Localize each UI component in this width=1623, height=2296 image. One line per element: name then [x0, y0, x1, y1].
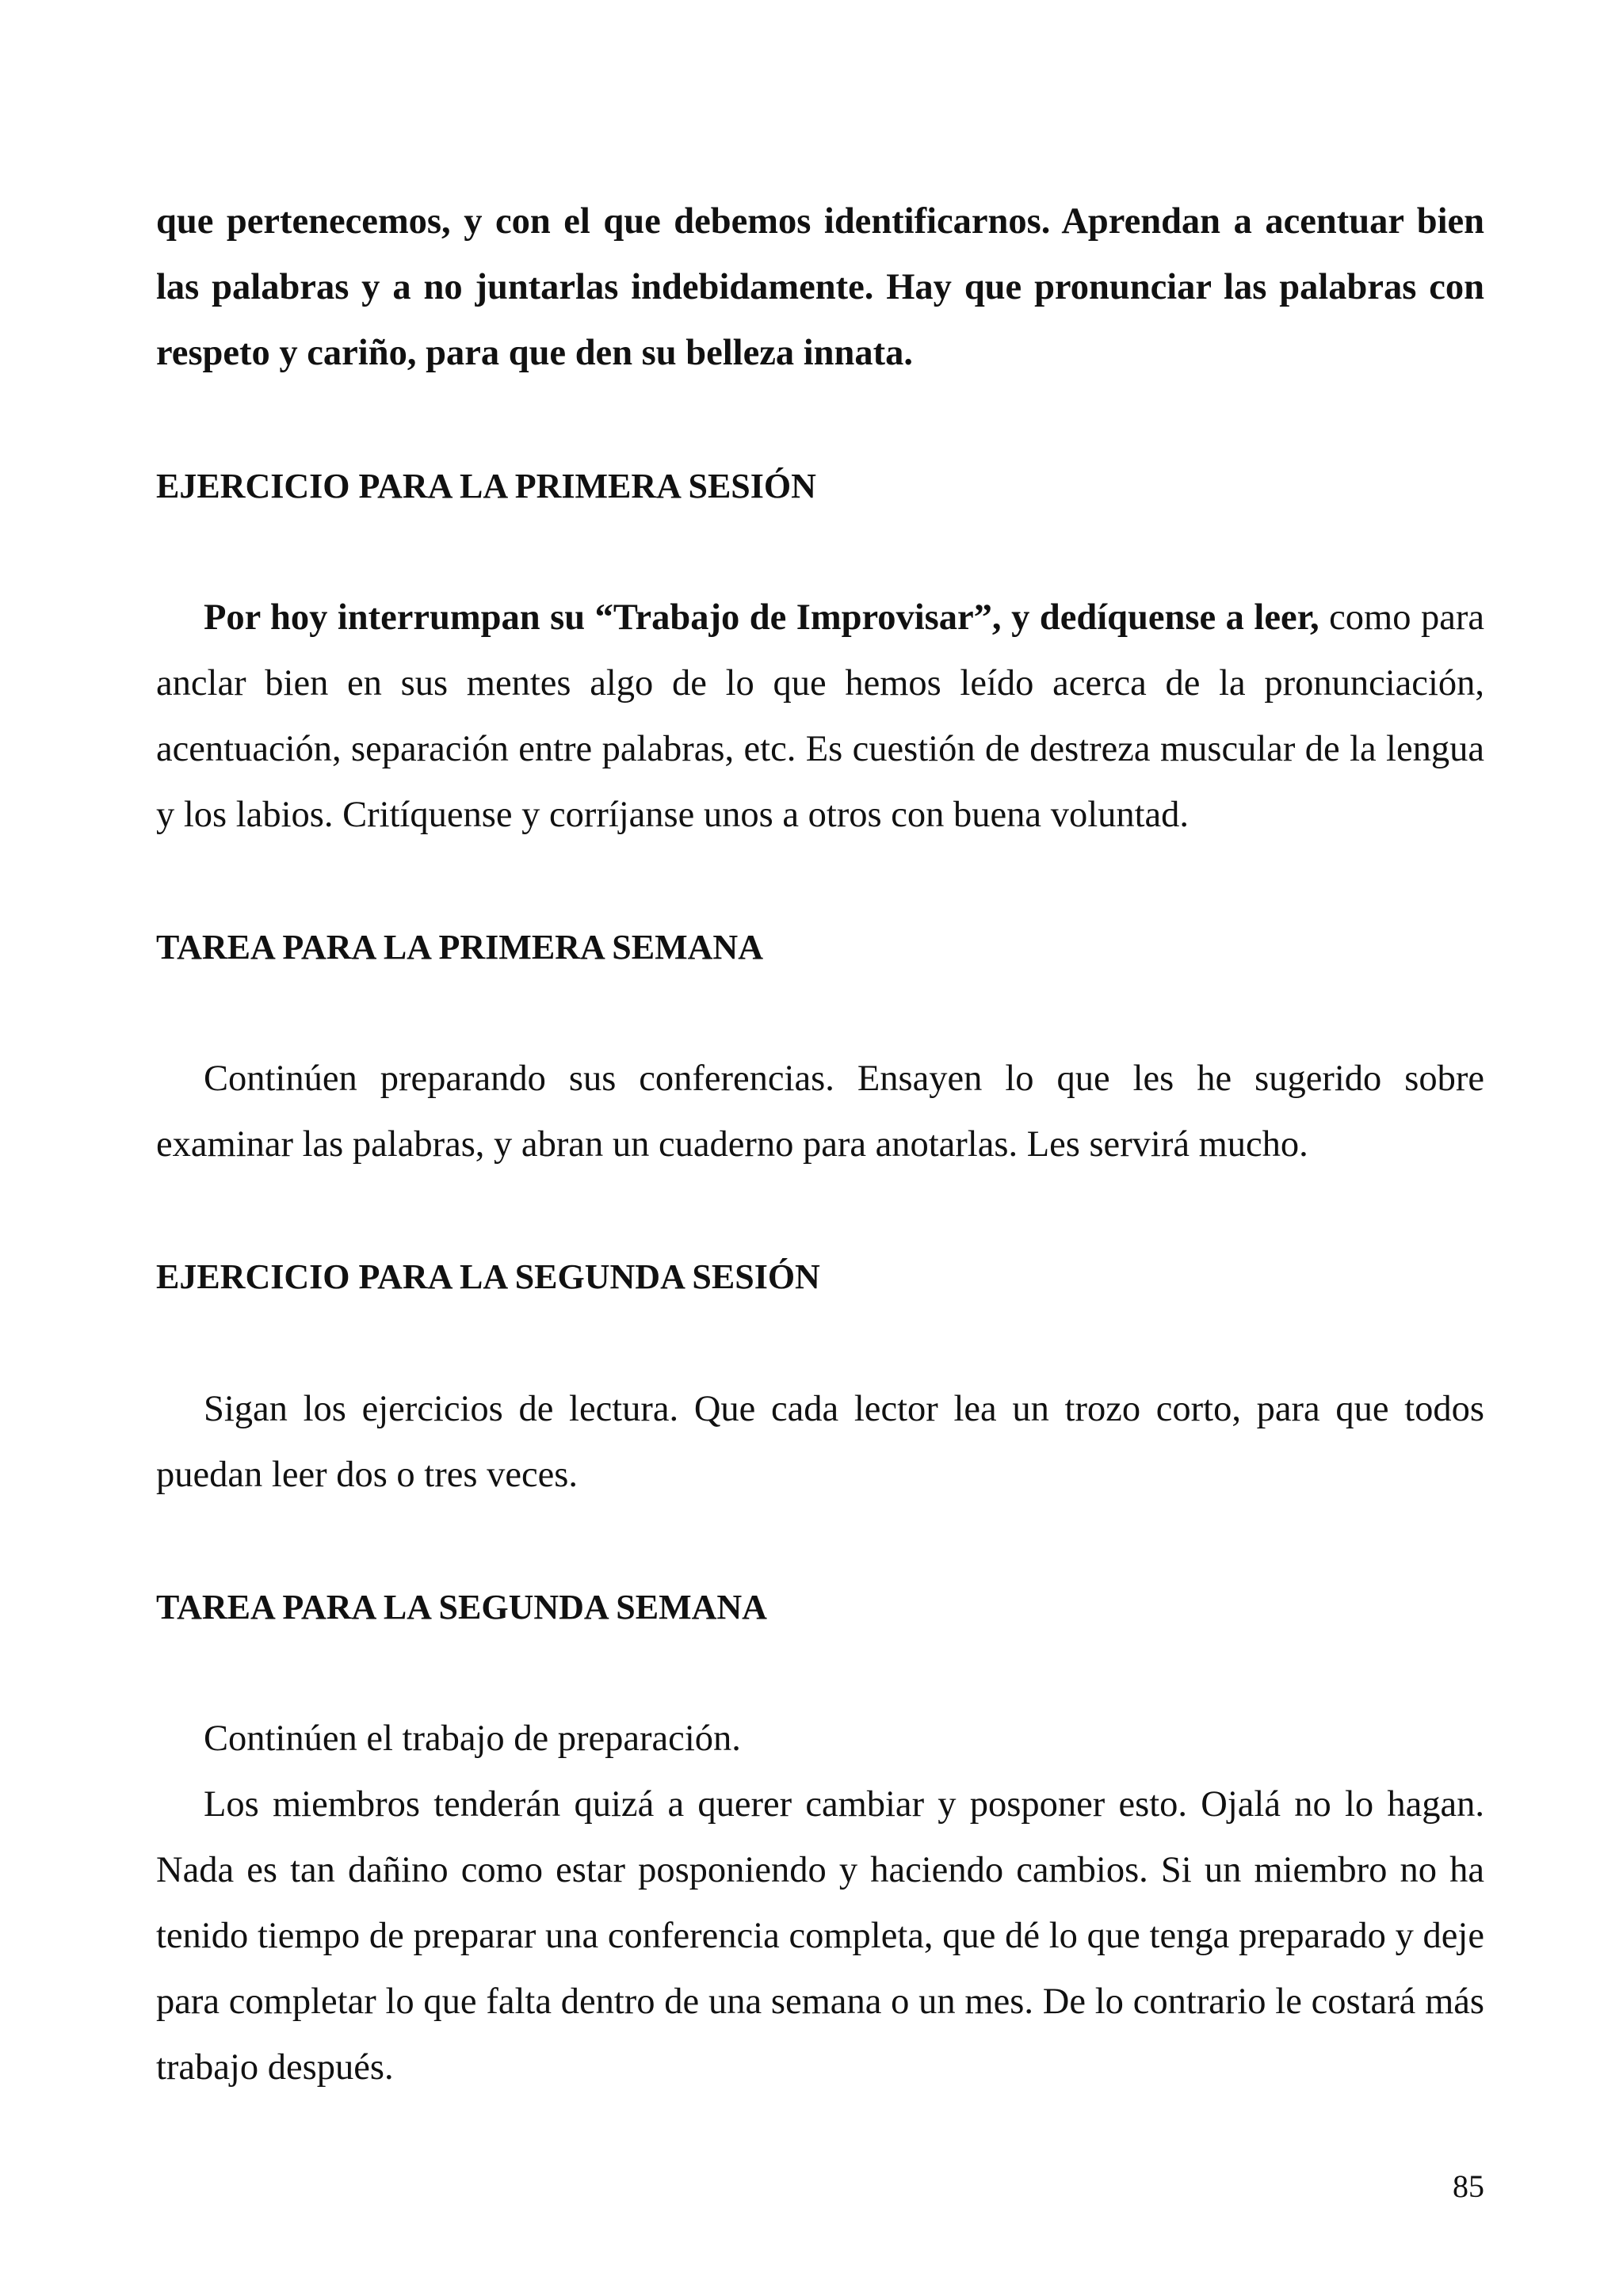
section-paragraph-ejercicio-primera-sesion — [156, 585, 1484, 848]
section-paragraph-tarea-segunda-semana-1: Continúen el trabajo de preparación. — [204, 1718, 741, 1759]
section-paragraph-ejercicio-segunda-sesion: Sigan los ejercicios de lectura. Que cada lector lea un trozo corto, para que todos puedan leer dos o tres veces. — [156, 1389, 1484, 1495]
section-heading-ejercicio-segunda-sesion: EJERCICIO PARA LA SEGUNDA SESIÓN — [156, 1257, 820, 1296]
section-paragraph-body: como para anclar bien en sus mentes algo de lo que hemos leído acerca de la pronunciación, acentuación, separación entre palabras, etc. Es cuestión de destreza muscular de la lengua y los labios. Critíquense y corríjanse unos a otros con buena voluntad. — [156, 597, 1484, 835]
section-heading-ejercicio-primera-sesion: EJERCICIO PARA LA PRIMERA SESIÓN — [156, 467, 816, 505]
section-paragraph-tarea-segunda-semana-2: Los miembros tenderán quizá a querer cambiar y posponer esto. Ojalá no lo hagan. Nada es tan dañino como estar posponiendo y haciendo cambios. Si un miembro no ha tenido tiempo de preparar una conferencia completa, que dé lo que tenga preparado y deje para completar lo que falta dentro de una semana o un mes. De lo contrario le costará más trabajo después. — [156, 1784, 1484, 2088]
section-heading-tarea-primera-semana: TAREA PARA LA PRIMERA SEMANA — [156, 928, 763, 967]
section-paragraph-tarea-primera-semana: Continúen preparando sus conferencias. Ensayen lo que les he sugerido sobre examinar las palabras, y abran un cuaderno para anotarlas. Les servirá mucho. — [156, 1058, 1484, 1165]
section-heading-tarea-segunda-semana: TAREA PARA LA SEGUNDA SEMANA — [156, 1588, 767, 1627]
intro-paragraph: que pertenecemos, y con el que debemos identificarnos. Aprendan a acentuar bien las palabras y a no juntarlas indebidamente. Hay que pronunciar las palabras con respeto y cariño, para que den su belleza innata. — [156, 201, 1484, 373]
section-paragraph-bold-lead: Por hoy interrumpan su “Trabajo de Improvisar”, y dedíquense a leer, — [204, 597, 1319, 638]
document-page — [156, 0, 1484, 2296]
page-number: 85 — [1453, 2168, 1484, 2204]
